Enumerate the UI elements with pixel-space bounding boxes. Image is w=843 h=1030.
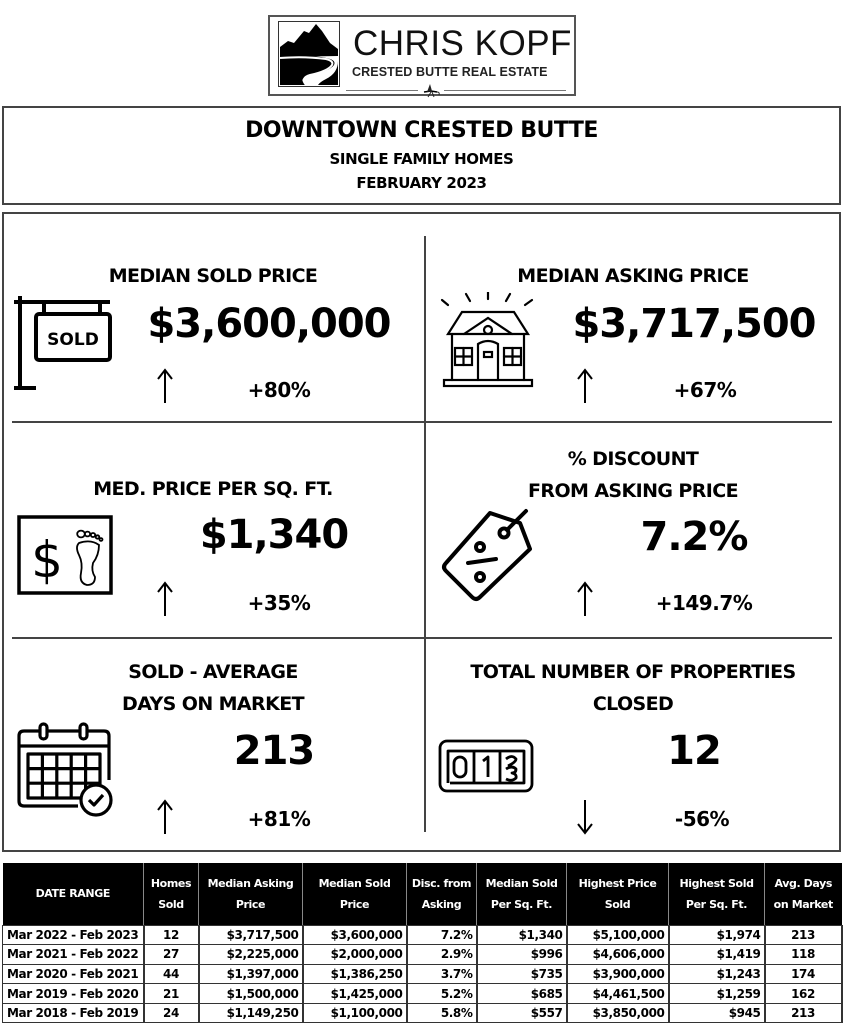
header-text: Asking: [421, 897, 462, 911]
svg-text:$: $: [31, 531, 63, 589]
cell-discount: 7.2%: [407, 925, 477, 945]
metric-change: +81%: [247, 807, 311, 831]
header-text: on Market: [773, 897, 833, 911]
header-text: Median Sold: [485, 876, 558, 890]
cell-median-asking: $1,500,000: [199, 984, 303, 1004]
cell-homes-sold: 12: [144, 925, 199, 945]
cell-median-sold-sqft: $996: [477, 945, 567, 965]
metric-change: +35%: [247, 591, 311, 615]
metric-value: 12: [667, 728, 721, 774]
metric-median-sold-price: [4, 214, 422, 421]
cell-highest-price: $4,606,000: [567, 945, 669, 965]
cell-highest-price: $3,900,000: [567, 964, 669, 984]
cell-avg-days: 213: [765, 1003, 842, 1023]
cell-median-sold: $3,600,000: [303, 925, 407, 945]
arrow-down-icon: [575, 799, 595, 835]
column-header-homes-sold: [144, 863, 199, 925]
header-text: Price: [235, 897, 266, 911]
metric-discount-from-asking: [424, 423, 842, 637]
header-text: Median Asking: [207, 876, 294, 890]
column-header-discount: [407, 863, 477, 925]
cell-median-sold-sqft: $557: [477, 1003, 567, 1023]
header-text: Price: [339, 897, 370, 911]
header-text: Homes: [150, 876, 192, 890]
cell-median-asking: $1,397,000: [199, 964, 303, 984]
brand-logo: [268, 15, 576, 96]
arrow-up-icon: [155, 581, 175, 617]
metric-median-asking-price: [424, 214, 842, 421]
metrics-grid: [2, 212, 841, 852]
cell-highest-sold-sqft: $1,419: [669, 945, 765, 965]
header-text: DATE RANGE: [35, 887, 110, 901]
metric-properties-closed: [424, 639, 842, 852]
metric-days-on-market: [4, 639, 422, 852]
metric-value: 213: [233, 728, 315, 774]
header-text: Per Sq. Ft.: [685, 897, 748, 911]
metric-title-line2: FROM ASKING PRICE: [528, 480, 738, 502]
cell-median-asking: $3,717,500: [199, 925, 303, 945]
calendar-check-icon: [16, 722, 116, 820]
cell-homes-sold: 24: [144, 1003, 199, 1023]
logo-name: CHRIS KOPF: [353, 24, 572, 63]
column-header-median-sold: [303, 863, 407, 925]
metric-title-line1: TOTAL NUMBER OF PROPERTIES: [470, 661, 796, 683]
column-header-median-sold-sqft: [477, 863, 567, 925]
metric-title-line2: DAYS ON MARKET: [122, 693, 304, 715]
cell-median-sold: $1,386,250: [303, 964, 407, 984]
arrow-up-icon: [575, 581, 595, 617]
cell-highest-price: $4,461,500: [567, 984, 669, 1004]
report-header: [2, 106, 841, 205]
column-header-median-asking: [199, 863, 303, 925]
cell-date-range: Mar 2021 - Feb 2022: [3, 945, 144, 965]
cell-homes-sold: 21: [144, 984, 199, 1004]
metric-title: MED. PRICE PER SQ. FT.: [93, 478, 333, 500]
cell-homes-sold: 27: [144, 945, 199, 965]
mountain-river-logo-icon: [278, 21, 340, 87]
metric-change: -56%: [674, 807, 730, 831]
column-header-date-range: [3, 863, 144, 925]
header-text: Highest Sold: [679, 876, 754, 890]
cell-avg-days: 118: [765, 945, 842, 965]
arrow-up-icon: [155, 799, 175, 835]
metric-change: +149.7%: [655, 591, 753, 615]
cell-highest-price: $3,850,000: [567, 1003, 669, 1023]
dollar-footprint-icon: [17, 515, 113, 595]
logo-underline: [346, 90, 566, 91]
cell-highest-sold-sqft: $1,974: [669, 925, 765, 945]
report-title: DOWNTOWN CRESTED BUTTE: [245, 118, 598, 143]
cell-discount: 2.9%: [407, 945, 477, 965]
metric-value: $1,340: [199, 512, 349, 558]
cell-highest-sold-sqft: $1,259: [669, 984, 765, 1004]
metric-title-line1: SOLD - AVERAGE: [128, 661, 298, 683]
house-icon: [440, 292, 536, 392]
arrow-up-icon: [155, 368, 175, 404]
cell-date-range: Mar 2018 - Feb 2019: [3, 1003, 144, 1023]
header-text: Highest Price: [578, 876, 657, 890]
cell-median-asking: $2,225,000: [199, 945, 303, 965]
header-text: Median Sold: [318, 876, 391, 890]
table-row: [3, 1003, 842, 1023]
table-row: [3, 984, 842, 1004]
cell-highest-price: $5,100,000: [567, 925, 669, 945]
header-text: Per Sq. Ft.: [490, 897, 553, 911]
table-row: [3, 945, 842, 965]
counter-icon: [438, 739, 534, 793]
metric-price-per-sqft: [4, 423, 422, 637]
percent-tag-icon: [438, 505, 538, 605]
table-row: [3, 925, 842, 945]
cell-avg-days: 174: [765, 964, 842, 984]
cell-median-sold: $1,425,000: [303, 984, 407, 1004]
column-header-highest-sold-sqft: [669, 863, 765, 925]
metric-value: $3,717,500: [572, 301, 816, 347]
metric-title: MEDIAN ASKING PRICE: [517, 265, 749, 287]
cell-median-sold-sqft: $1,340: [477, 925, 567, 945]
fly-icon: [418, 83, 444, 99]
cell-date-range: Mar 2022 - Feb 2023: [3, 925, 144, 945]
table-row: [3, 964, 842, 984]
header-text: Avg. Days: [774, 876, 832, 890]
history-table: [2, 863, 843, 1023]
metric-title-line2: CLOSED: [592, 693, 674, 715]
column-header-avg-days: [765, 863, 842, 925]
svg-text:SOLD: SOLD: [47, 330, 99, 350]
metric-value: 7.2%: [640, 514, 748, 560]
metric-change: +80%: [247, 378, 311, 402]
cell-median-asking: $1,149,250: [199, 1003, 303, 1023]
cell-highest-sold-sqft: $1,243: [669, 964, 765, 984]
sold-sign-icon: [14, 294, 114, 394]
cell-median-sold-sqft: $735: [477, 964, 567, 984]
arrow-up-icon: [575, 368, 595, 404]
metric-title-line1: % DISCOUNT: [567, 448, 699, 470]
cell-homes-sold: 44: [144, 964, 199, 984]
cell-median-sold-sqft: $685: [477, 984, 567, 1004]
header-text: Sold: [604, 897, 631, 911]
report-subtitle: SINGLE FAMILY HOMES: [329, 150, 514, 168]
cell-discount: 3.7%: [407, 964, 477, 984]
logo-tagline: CRESTED BUTTE REAL ESTATE: [352, 65, 548, 79]
cell-avg-days: 213: [765, 925, 842, 945]
cell-discount: 5.2%: [407, 984, 477, 1004]
table-header-row: [3, 863, 842, 925]
cell-median-sold: $2,000,000: [303, 945, 407, 965]
cell-avg-days: 162: [765, 984, 842, 1004]
report-period: FEBRUARY 2023: [356, 174, 487, 192]
cell-date-range: Mar 2020 - Feb 2021: [3, 964, 144, 984]
header-text: Sold: [158, 897, 184, 911]
metric-title: MEDIAN SOLD PRICE: [108, 265, 318, 287]
cell-median-sold: $1,100,000: [303, 1003, 407, 1023]
header-text: Disc. from: [411, 876, 472, 890]
cell-discount: 5.8%: [407, 1003, 477, 1023]
cell-date-range: Mar 2019 - Feb 2020: [3, 984, 144, 1004]
metric-change: +67%: [673, 378, 737, 402]
column-header-highest-price: [567, 863, 669, 925]
cell-highest-sold-sqft: $945: [669, 1003, 765, 1023]
metric-value: $3,600,000: [147, 301, 391, 347]
